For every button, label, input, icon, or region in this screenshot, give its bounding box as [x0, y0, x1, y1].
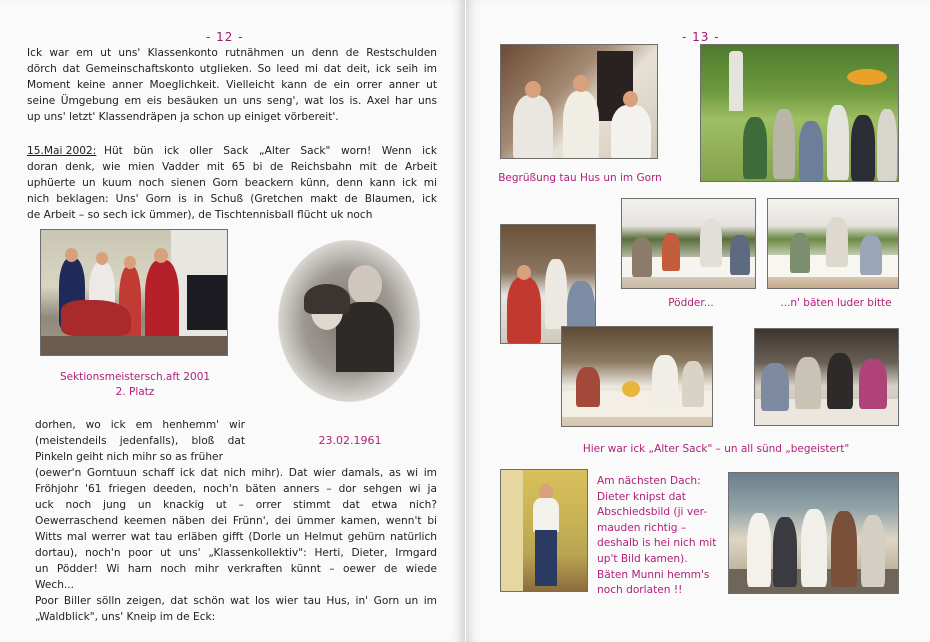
- person-figure: [827, 353, 853, 409]
- doorframe: [501, 470, 523, 592]
- person-figure: [859, 359, 887, 409]
- text-line: Ick war em ut uns' Klassenkonto rutnähmen un denn de Restschulden: [27, 47, 437, 59]
- person-figure: [730, 235, 750, 275]
- text-line: Moment keine anner Moeglichkeit. Vielleicht kann de ein orrer anner ut: [27, 79, 437, 91]
- garden-party-photo: [700, 44, 899, 182]
- photo-caption-championship: [40, 370, 230, 400]
- dark-panel: [187, 275, 227, 330]
- text-line: seine Ümgebung em eis besäuken un uns seng', wat los is. Axel har uns: [27, 95, 437, 107]
- floor: [41, 336, 228, 356]
- person-figure: [831, 511, 857, 587]
- text-line: uck noch jung un knackig ut – orrer stimmt dat etwa nich?: [35, 499, 437, 511]
- person-figure: [861, 515, 885, 587]
- standing-man-photo: [500, 469, 588, 592]
- caption-alter-sack: Hier war ick „Alter Sack" – un all sünd „begeistert": [582, 443, 850, 455]
- person-figure: [747, 513, 771, 587]
- person-figure: [799, 121, 823, 181]
- text-line: Pinkeln geiht nich mihr so as früher: [35, 451, 223, 463]
- celebration-photo: [754, 328, 899, 426]
- text-line: Hüt bün ick oller Sack „Alter Sack" worn! Wenn ick: [104, 145, 437, 157]
- text-line: uphüerte un kuum noch sienen Gorn beackern künn, denn kann ick mi: [27, 177, 437, 189]
- person-shirt: [533, 498, 559, 532]
- parasol: [729, 51, 743, 111]
- text-line: Oewerraschend keemen näben dei Frünn', dei ümmer kamen, wenn't bi: [35, 515, 437, 527]
- person-jeans: [535, 530, 557, 586]
- text-line: dörch dat Gemeinschaftskonto utglieken. So leed mi dat deit, ick seih im: [27, 63, 437, 75]
- greeting-house-photo: [500, 44, 658, 159]
- note-line: Dieter knipst dat: [597, 490, 686, 503]
- page-number-left: - 12 -: [206, 30, 244, 44]
- text-line: (meistendeils jedenfalls), bloß dat: [35, 435, 245, 447]
- caption-greeting: Begrüßung tau Hus un im Gorn: [498, 172, 662, 184]
- text-line: Fröhjohr '61 friegen deeden, noch'n bäten anners – dor sehgen wi ja: [35, 483, 437, 495]
- portrait-date: 23.02.1961: [318, 434, 382, 447]
- text-line: Witts mal werrer wat tau erläben gifft (Dorle un Helmut gehürn natürlich: [35, 531, 437, 543]
- person-figure: [576, 367, 600, 407]
- person-figure: [790, 233, 810, 273]
- person-figure: [761, 363, 789, 411]
- caption-line: Sektionsmeistersch.aft 2001: [59, 371, 211, 383]
- caption-line: 2. Platz: [115, 386, 155, 398]
- note-line: deshalb is hei nich mit: [597, 537, 717, 550]
- person-figure: [611, 105, 651, 159]
- caption-baeten: ...n' bäten luder bitte: [780, 297, 892, 309]
- person-figure: [801, 509, 827, 587]
- bride-hair: [304, 284, 350, 314]
- text-line: dortau), noch'n poor ut uns' „Klassenkollektiv": Herti, Dieter, Irmgard: [35, 547, 437, 559]
- page-number-right: - 13 -: [682, 30, 720, 44]
- note-line: noch dorlaten !!: [597, 584, 683, 597]
- text-line: nich beklagen: Uns' Gorn is in Schuß (Gretchen makt de Blaumen, ick: [27, 193, 437, 205]
- text-line: up uns' letzt' Klassendräpen ja schon up einiget vörbereit'.: [27, 111, 339, 123]
- caption-poedder: Pödder...: [668, 297, 714, 309]
- person-figure: [877, 109, 897, 181]
- person-figure: [795, 357, 821, 409]
- note-line: Abschiedsbild (ji ver-: [597, 506, 708, 519]
- person-figure: [743, 117, 767, 179]
- person-head: [154, 248, 168, 263]
- groom-face: [348, 265, 382, 305]
- note-line: up't Bild kamen).: [597, 552, 688, 565]
- orange-umbrella: [847, 69, 887, 85]
- flower-bouquet: [622, 381, 640, 397]
- text-line: doran denk, wie mien Vadder mit 65 bi de Reichsbahn mit de Arbeit: [27, 161, 437, 173]
- party-table-photo: [767, 198, 899, 289]
- person-head: [124, 256, 136, 269]
- person-figure: [563, 91, 599, 159]
- person-figure: [513, 95, 553, 159]
- text-line: de Arbeit – so sech ick ümmer), de Tischtennisball flücht uk noch: [27, 209, 373, 221]
- table-tennis-team-photo: [40, 229, 228, 356]
- text-line: (oewer'n Gorntuun schaff ick dat nich mihr). Dat wier damals, as wi im: [35, 467, 437, 479]
- note-line: Bäten Munni hemm's: [597, 568, 710, 581]
- note-line: Am nächsten Dach:: [597, 475, 701, 487]
- text-line: „Waldblick", uns' Kneip im de Eck:: [35, 611, 216, 623]
- person-figure: [145, 260, 179, 344]
- person-figure: [773, 517, 797, 587]
- person-head: [573, 75, 589, 92]
- person-figure: [773, 109, 795, 179]
- person-figure: [545, 259, 567, 329]
- text-line: Poor Biller sölln zeigen, dat schön wat los wier tau Hus, in' Gorn un im: [35, 595, 437, 607]
- person-figure: [652, 355, 678, 407]
- right-page: [466, 0, 930, 642]
- person-head: [65, 248, 78, 262]
- person-figure: [700, 219, 722, 267]
- person-figure: [507, 277, 541, 344]
- person-head: [525, 81, 541, 98]
- person-head: [623, 91, 638, 107]
- dinner-table-photo: [561, 326, 713, 427]
- farewell-group-photo: [728, 472, 899, 594]
- person-figure: [851, 115, 875, 181]
- date-heading: [27, 143, 96, 159]
- text-line: un Pödder! Wi harn noch mihr verkraften künnt – oewer de wiede: [35, 563, 437, 575]
- text-line: dorhen, wo ick em henhemm' wir: [35, 419, 245, 431]
- person-head: [96, 252, 108, 265]
- note-line: mauden richtig –: [597, 521, 687, 534]
- date-label: 15.Mai 2002:: [27, 145, 97, 157]
- person-figure: [662, 233, 680, 271]
- person-head: [517, 265, 531, 280]
- person-figure: [682, 361, 704, 407]
- person-figure: [61, 300, 131, 336]
- person-figure: [860, 235, 882, 275]
- wedding-portrait-photo: [278, 240, 420, 402]
- person-figure: [632, 237, 652, 277]
- poedder-table-photo: [621, 198, 756, 289]
- text-line: Wech...: [35, 579, 75, 591]
- farewell-note: [597, 474, 727, 599]
- person-figure: [826, 217, 848, 267]
- person-figure: [827, 105, 849, 180]
